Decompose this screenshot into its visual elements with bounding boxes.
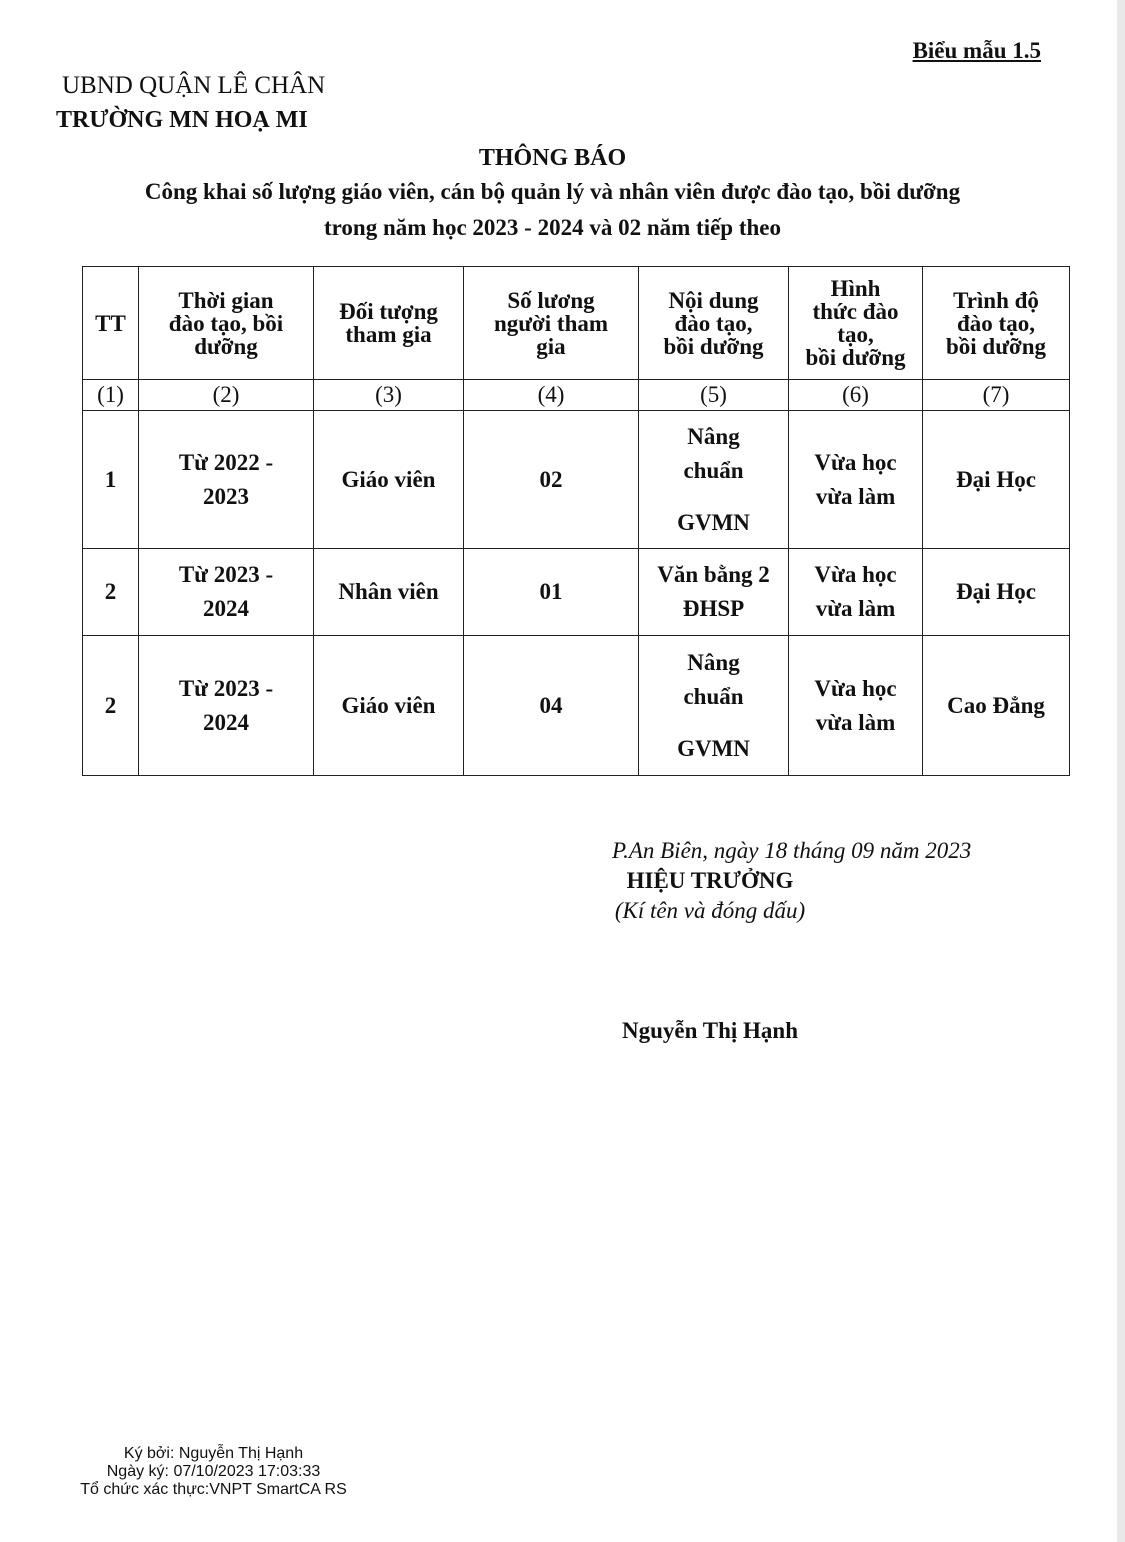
cell-line: Vừa học	[814, 562, 897, 587]
cell-level: Đại Học	[923, 411, 1070, 549]
digital-sign-date: Ngày ký: 07/10/2023 17:03:33	[106, 1463, 321, 1480]
training-table	[82, 266, 1070, 776]
cell-line: GVMN	[677, 509, 750, 535]
cell-form	[789, 411, 923, 549]
table-row	[83, 636, 1070, 776]
header-line: đào tạo,	[674, 310, 753, 336]
cell-line	[641, 714, 786, 732]
header-line: Nội dung	[668, 287, 759, 313]
header-tt	[83, 267, 139, 380]
cell-content	[639, 549, 789, 636]
cell-line: Vừa học	[814, 675, 897, 701]
header-period	[139, 267, 314, 380]
table-row	[83, 549, 1070, 636]
column-number: (7)	[923, 380, 1070, 411]
header-line: đào tạo,	[957, 310, 1035, 336]
cell-line: Văn bằng 2	[657, 562, 770, 587]
column-number: (4)	[464, 380, 639, 411]
cell-line: vừa làm	[815, 483, 896, 509]
cell-count: 02	[464, 411, 639, 549]
cell-line: Từ 2023 -	[178, 562, 274, 587]
digital-sign-authority: Tổ chức xác thực:VNPT SmartCA RS	[80, 1481, 347, 1498]
column-number: (3)	[314, 380, 464, 411]
cell-form	[789, 549, 923, 636]
digital-signed-by: Ký bởi: Nguyễn Thị Hạnh	[123, 1445, 304, 1462]
form-code: Biểu mẫu 1.5	[912, 38, 1041, 63]
cell-line: 2023	[203, 483, 249, 509]
title-block	[0, 142, 1105, 246]
signer-name: Nguyễn Thị Hạnh	[622, 1018, 798, 1043]
header-line: tạo,	[837, 322, 874, 347]
header-participants	[314, 267, 464, 380]
signature-position: HIỆU TRƯỞNG	[626, 868, 794, 893]
cell-level: Đại Học	[923, 549, 1070, 636]
cell-line	[641, 488, 786, 506]
document-subtitle-line1: Công khai số lượng giáo viên, cán bộ quản lý và nhân viên được đào tạo, bồi dưỡng	[144, 179, 961, 204]
table-header-row	[83, 267, 1070, 380]
column-number: (6)	[789, 380, 923, 411]
school-name: TRƯỜNG MN HOẠ MI	[56, 107, 308, 133]
header-line: gia	[536, 333, 566, 359]
header-line: bồi dưỡng	[945, 333, 1047, 359]
header-content	[639, 267, 789, 380]
cell-line: Nâng	[687, 649, 740, 675]
header-count	[464, 267, 639, 380]
cell-line: Từ 2022 -	[178, 449, 274, 475]
cell-content	[639, 636, 789, 776]
signature-note: (Kí tên và đóng dấu)	[614, 898, 806, 923]
cell-line: chuẩn	[683, 457, 744, 483]
header-line: Hình	[830, 276, 881, 301]
cell-line: 2024	[203, 709, 249, 735]
header-form	[789, 267, 923, 380]
cell-period	[139, 636, 314, 776]
cell-line: GVMN	[677, 735, 750, 761]
document-title: THÔNG BÁO	[478, 145, 627, 171]
authority-name: UBND QUẬN LÊ CHÂN	[62, 72, 326, 99]
column-number: (1)	[83, 380, 139, 411]
cell-form	[789, 636, 923, 776]
cell-line: vừa làm	[815, 596, 896, 621]
cell-line: 2024	[203, 596, 249, 621]
cell-line: Nâng	[687, 423, 740, 449]
header-line: bồi dưỡng	[805, 345, 906, 370]
header-line: đào tạo, bồi	[168, 310, 284, 336]
cell-line: chuẩn	[683, 683, 744, 709]
header-line: tham gia	[345, 322, 432, 347]
header-line: TT	[95, 310, 126, 336]
cell-tt: 2	[83, 636, 139, 776]
cell-participants: Nhân viên	[314, 549, 464, 636]
cell-line: Từ 2023 -	[178, 675, 274, 701]
cell-line: Vừa học	[814, 449, 897, 475]
table-row	[83, 411, 1070, 549]
header-line: Trình độ	[953, 287, 1039, 313]
header-line: Số lương	[507, 287, 595, 313]
header-line: bồi dưỡng	[663, 333, 764, 359]
cell-participants: Giáo viên	[314, 636, 464, 776]
header-line: Đối tượng	[339, 299, 438, 324]
cell-tt: 2	[83, 549, 139, 636]
cell-period	[139, 549, 314, 636]
header-level	[923, 267, 1070, 380]
column-number: (5)	[639, 380, 789, 411]
header-line: thức đào	[812, 299, 899, 324]
cell-tt: 1	[83, 411, 139, 549]
column-number-row	[83, 380, 1070, 411]
cell-content	[639, 411, 789, 549]
signature-place-date: P.An Biên, ngày 18 tháng 09 năm 2023	[612, 838, 972, 863]
document-subtitle-line2: trong năm học 2023 - 2024 và 02 năm tiếp theo	[323, 215, 781, 240]
header-line: dưỡng	[194, 333, 258, 359]
cell-participants: Giáo viên	[314, 411, 464, 549]
cell-line: ĐHSP	[682, 596, 745, 621]
header-line: người tham	[493, 310, 609, 336]
cell-level: Cao Đẳng	[923, 636, 1070, 776]
cell-line: vừa làm	[815, 709, 896, 735]
cell-count: 04	[464, 636, 639, 776]
cell-period	[139, 411, 314, 549]
column-number: (2)	[139, 380, 314, 411]
header-line: Thời gian	[178, 287, 274, 313]
digital-signature-stamp	[76, 1445, 351, 1499]
cell-count: 01	[464, 549, 639, 636]
